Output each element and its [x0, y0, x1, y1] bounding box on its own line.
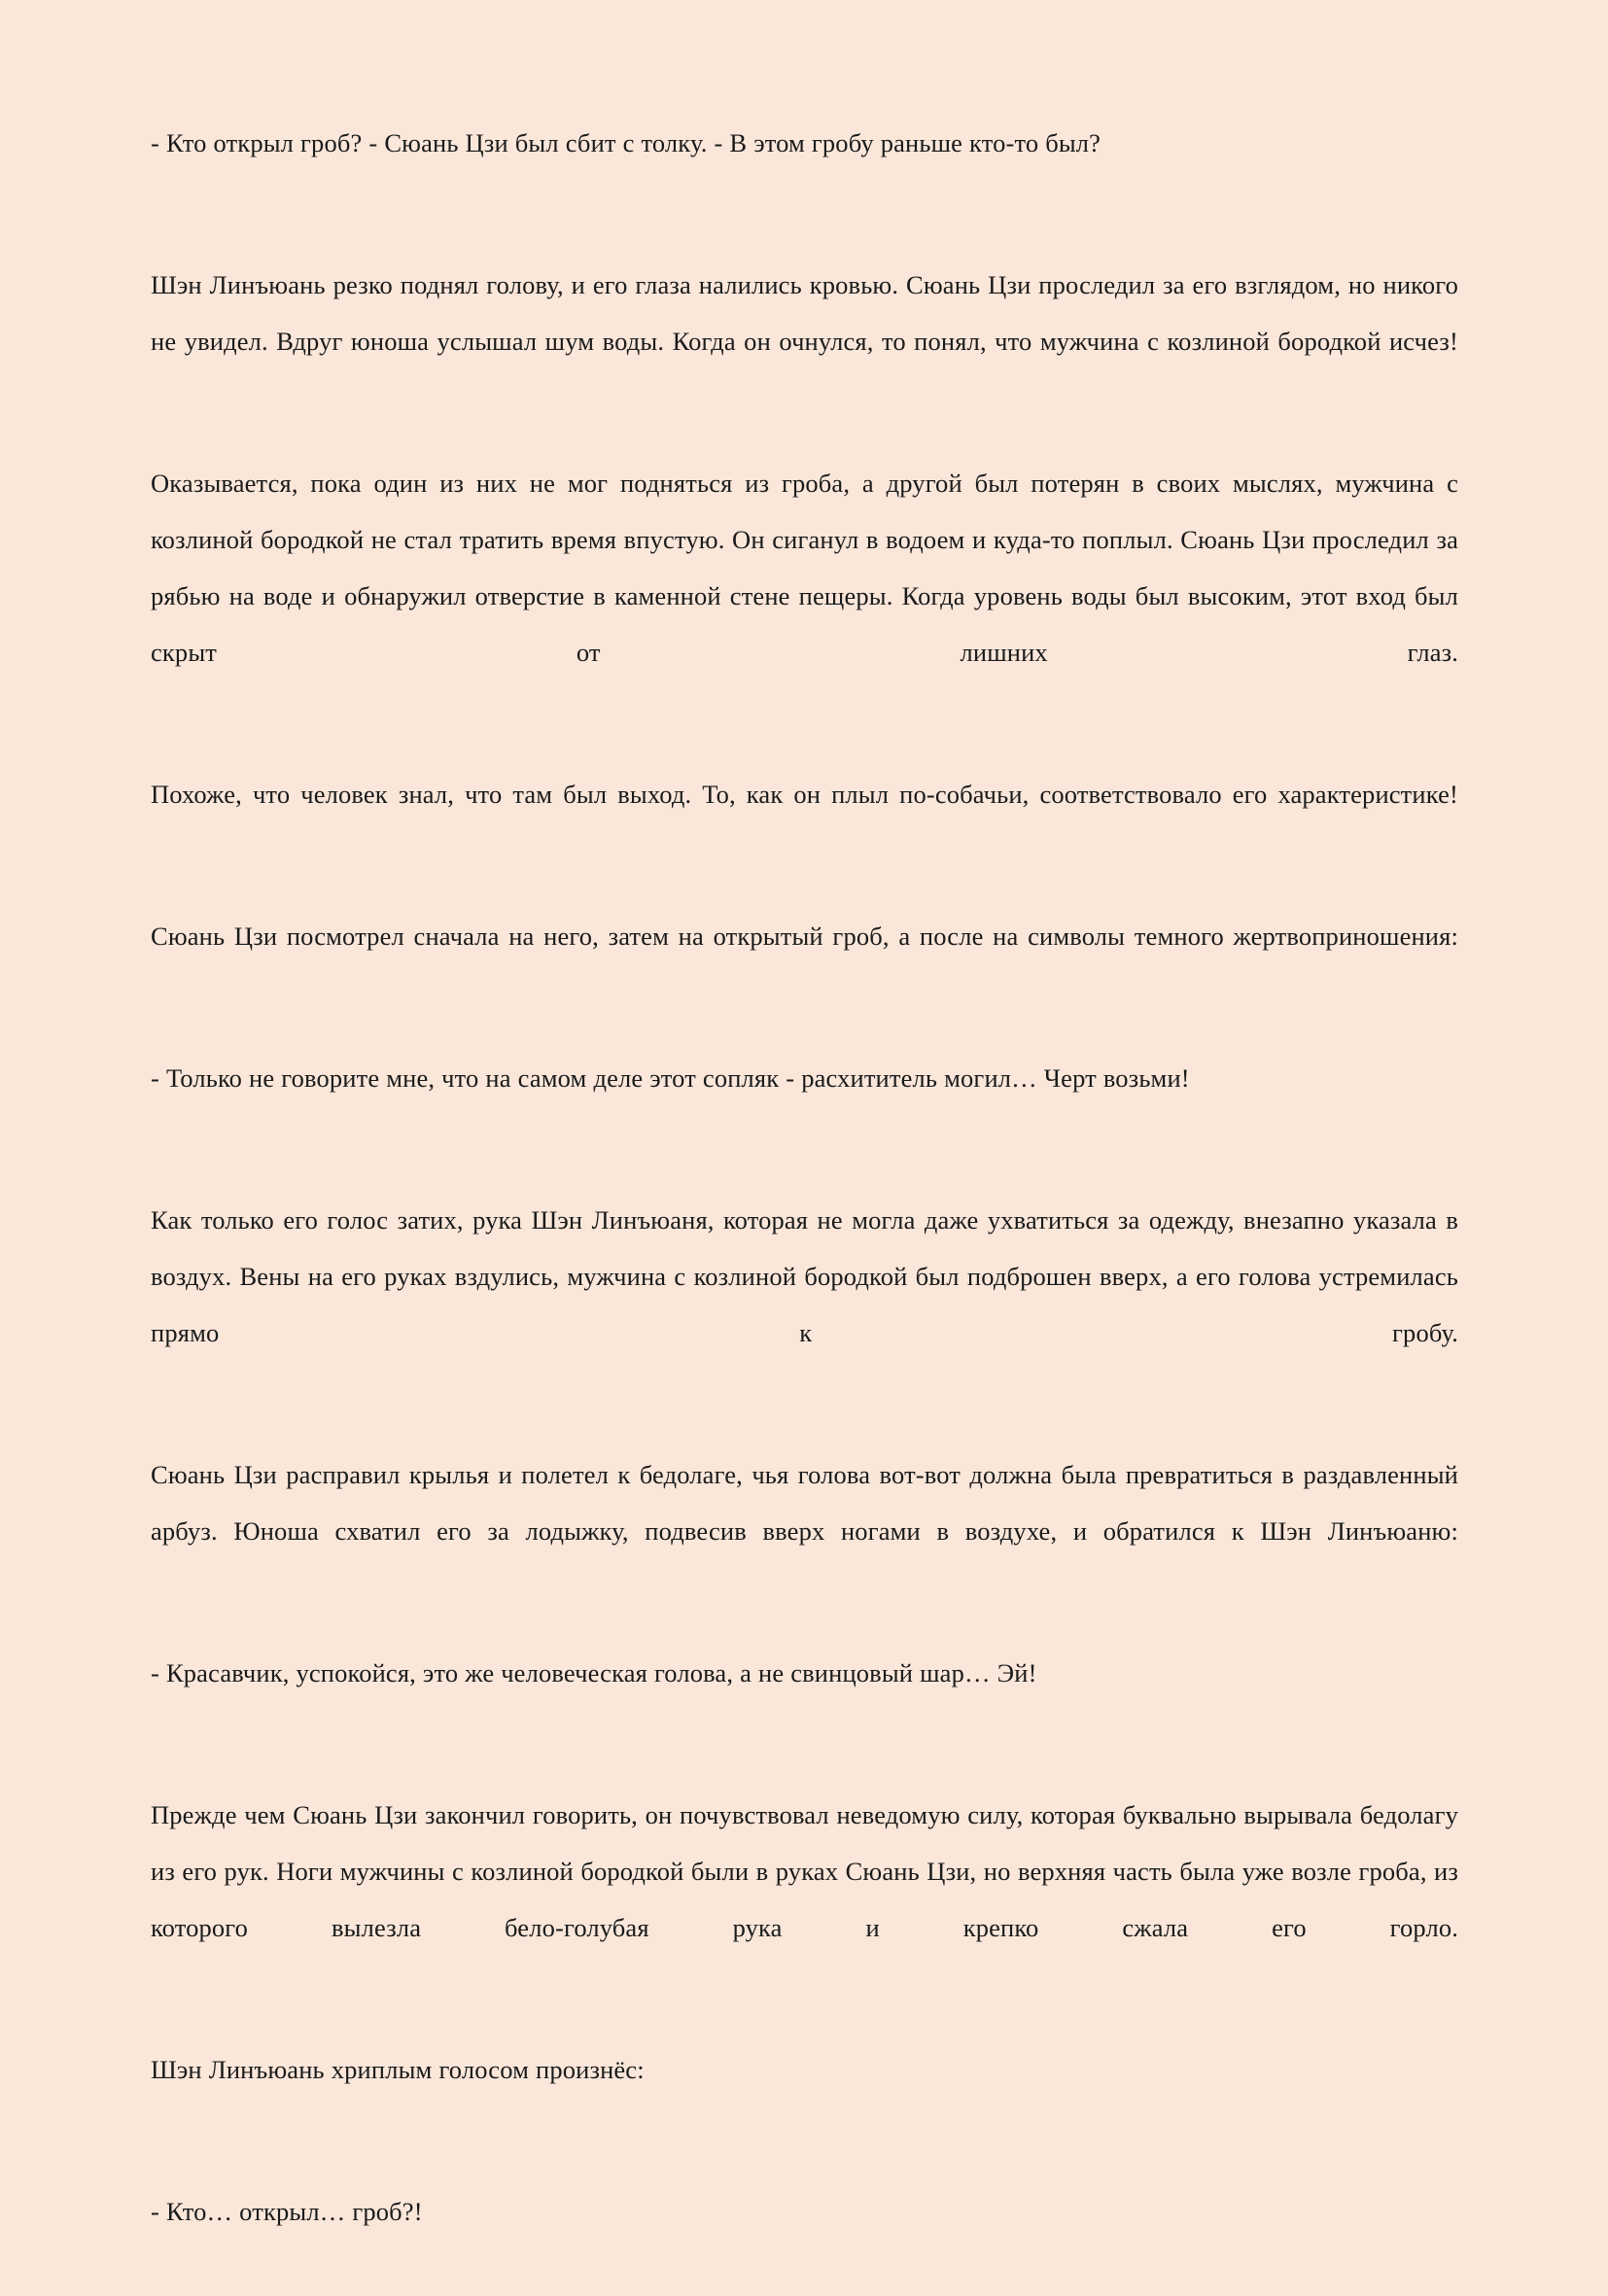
paragraph-7: Как только его голос затих, рука Шэн Линъюаня, которая не могла даже ухватиться за одежду, внезапно указала в воздух. Вены на его руках вздулись, мужчина с козлиной бородкой был подброшен вверх, а его голова устремилась прямо к гробу.: [151, 1205, 1458, 1347]
paragraph-10: Прежде чем Сюань Цзи закончил говорить, он почувствовал неведомую силу, которая буквально вырывала бедолагу из его рук. Ноги мужчины с козлиной бородкой были в руках Сюань Цзи, но верхняя часть была уже возле гроба, из которого вылезла бело-голубая рука и крепко сжала его горло.: [151, 1800, 1458, 1942]
paragraph-5: Сюань Цзи посмотрел сначала на него, затем на открытый гроб, а после на символы темного жертвоприношения:: [151, 922, 1458, 951]
paragraph-8: Сюань Цзи расправил крылья и полетел к бедолаге, чья голова вот-вот должна была превратиться в раздавленный арбуз. Юноша схватил его за лодыжку, подвесив вверх ногами в воздухе, и обратился к Шэн Линъюаню:: [151, 1460, 1458, 1546]
paragraph-2: Шэн Линъюань резко поднял голову, и его глаза налились кровью. Сюань Цзи проследил за его взглядом, но никого не увидел. Вдруг юноша услышал шум воды. Когда он очнулся, то понял, что мужчина с козлиной бородкой исчез!: [151, 270, 1458, 356]
paragraph-6: - Только не говорите мне, что на самом деле этот сопляк - расхититель могил… Черт возьми!: [151, 1063, 1190, 1093]
paragraph-9: - Красавчик, успокойся, это же человеческая голова, а не свинцовый шар… Эй!: [151, 1658, 1037, 1687]
paragraph-12: - Кто… открыл… гроб?!: [151, 2197, 423, 2226]
paragraph-3: Оказывается, пока один из них не мог подняться из гроба, а другой был потерян в своих мыслях, мужчина с козлиной бородкой не стал тратить время впустую. Он сиганул в водоем и куда-то поплыл. Сюань Цзи проследил за рябью на воде и обнаружил отверстие в каменной стене пещеры. Когда уровень воды был высоким, этот вход был скрыт от лишних глаз.: [151, 469, 1458, 667]
paragraph-4: Похоже, что человек знал, что там был выход. То, как он плыл по-собачьи, соответствовало его характеристике!: [151, 780, 1458, 809]
document-text-body: [151, 115, 1458, 2296]
paragraph-11: Шэн Линъюань хриплым голосом произнёс:: [151, 2055, 645, 2084]
paragraph-1: - Кто открыл гроб? - Сюань Цзи был сбит с толку. - В этом гробу раньше кто-то был?: [151, 128, 1101, 157]
